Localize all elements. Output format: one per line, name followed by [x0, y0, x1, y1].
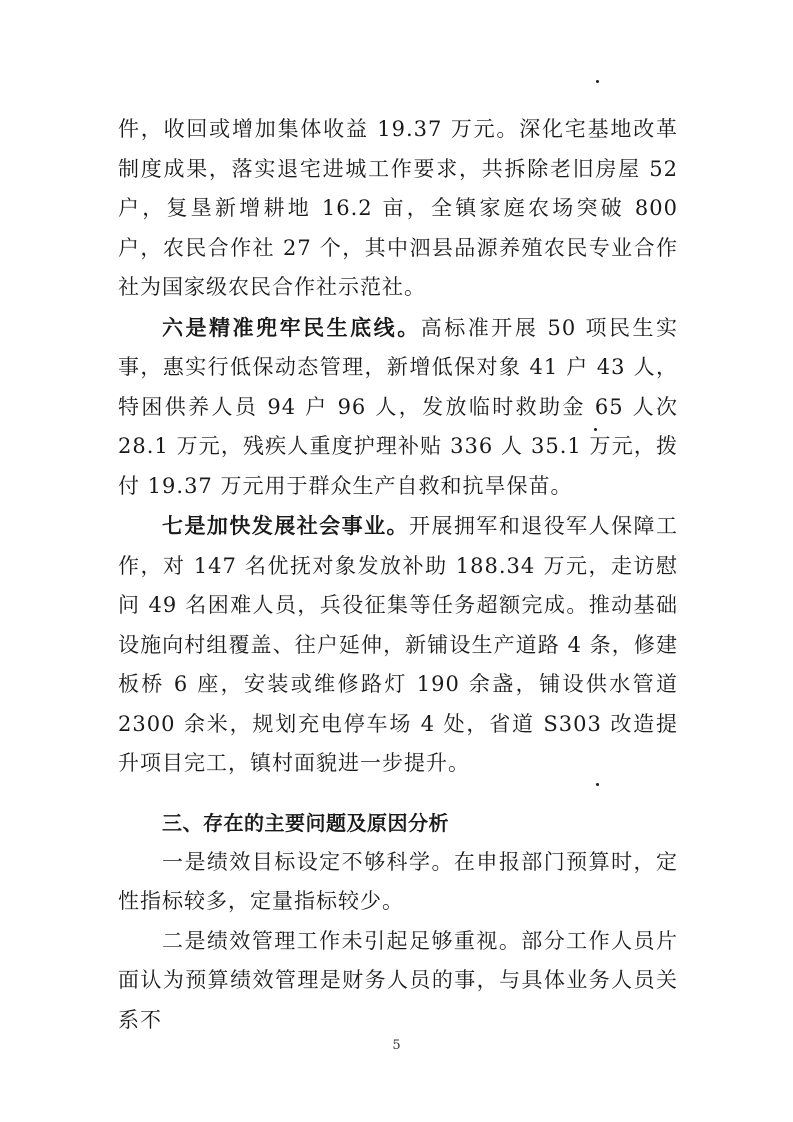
- document-body: [118, 110, 678, 1040]
- paragraph-text: 件，收回或增加集体收益 19.37 万元。深化宅基地改革制度成果，落实退宅进城工作要求，共拆除老旧房屋 52 户，复垦新增耕地 16.2 亩，全镇家庭农场突破 800 户，农民合作社 27 个，其中泗县品源养殖农民专业合作社为国家级农民合作社示范社。: [118, 117, 678, 299]
- paragraph-livelihood: [118, 308, 678, 507]
- paragraph-lead: 六是精准兜牢民生底线。: [162, 314, 421, 340]
- paragraph-text: 开展拥军和退役军人保障工作，对 147 名优抚对象发放补助 188.34 万元，走访慰问 49 名困难人员，兵役征集等任务超额完成。推动基础设施向村组覆盖、往户延伸，新铺设生产道路 4 条，修建板桥 6 座，安装或维修路灯 190 余盏，铺设供水管道 2300 余米，规划充电停车场 4 处，省道 S303 改造提升项目完工，镇村面貌进一步提升。: [118, 514, 678, 775]
- issue-paragraph: 二是绩效管理工作未引起足够重视。部分工作人员片面认为预算绩效管理是财务人员的事，与具体业务人员关系不: [118, 928, 678, 1032]
- section-heading: 三、存在的主要问题及原因分析: [162, 810, 449, 835]
- issue-paragraph: 一是绩效目标设定不够科学。在申报部门预算时，定性指标较多，定量指标较少。: [118, 849, 678, 913]
- paragraph-lead: 七是加快发展社会事业。: [162, 513, 409, 538]
- paragraph-social-affairs: [118, 506, 678, 784]
- paragraph-text: 高标准开展 50 项民生实事，惠实行低保动态管理，新增低保对象 41 户 43 人，特困供养人员 94 户 96 人，发放临时救助金 65 人次 28.1 万元，残疾人重度护理补贴 336 人 35.1 万元，拨付 19.37 万元用于群众生产自救和抗旱保苗。: [118, 315, 679, 498]
- paragraph-continuation: [118, 110, 678, 308]
- scan-speck: [596, 80, 599, 83]
- page-number: 5: [392, 1038, 401, 1053]
